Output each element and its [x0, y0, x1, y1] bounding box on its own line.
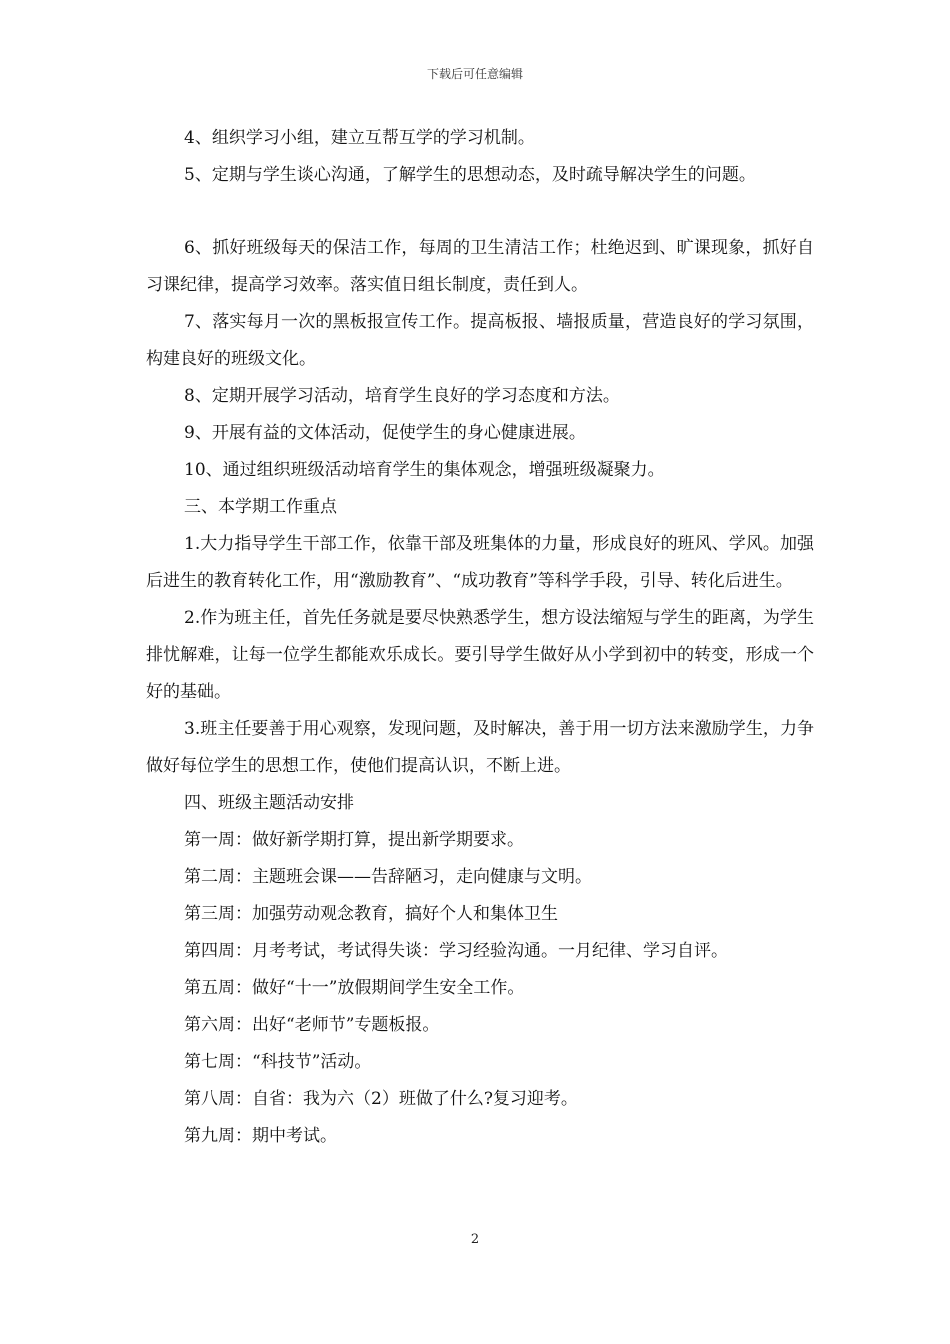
schedule-item: 第九周：期中考试。: [184, 1126, 337, 1146]
paragraph-gap: [146, 194, 814, 230]
list-item: 6、抓好班级每天的保洁工作，每周的卫生清洁工作；杜绝迟到、旷课现象，抓好自习课纪律，提高学习效率。落实值日组长制度，责任到人。: [146, 238, 814, 295]
list-item: 8、定期开展学习活动，培育学生良好的学习态度和方法。: [184, 386, 620, 406]
focus-paragraph: 2.作为班主任，首先任务就是要尽快熟悉学生，想方设法缩短与学生的距离，为学生排忧解难，让每一位学生都能欢乐成长。要引导学生做好从小学到初中的转变，形成一个好的基础。: [146, 608, 814, 702]
schedule-item: 第七周：“科技节”活动。: [184, 1052, 372, 1072]
list-item: 4、组织学习小组，建立互帮互学的学习机制。: [184, 128, 535, 148]
schedule-item: 第六周：出好“老师节”专题板报。: [184, 1015, 440, 1035]
list-item: 10、通过组织班级活动培育学生的集体观念，增强班级凝聚力。: [184, 460, 665, 480]
schedule-item: 第八周：自省：我为六（2）班做了什么?复习迎考。: [184, 1089, 578, 1109]
list-item: 5、定期与学生谈心沟通，了解学生的思想动态，及时疏导解决学生的问题。: [184, 165, 756, 185]
focus-paragraph: 1.大力指导学生干部工作，依靠干部及班集体的力量，形成良好的班风、学风。加强后进生的教育转化工作，用“激励教育”、“成功教育”等科学手段，引导、转化后进生。: [146, 534, 814, 591]
schedule-item: 第二周：主题班会课——告辞陋习，走向健康与文明。: [184, 867, 592, 887]
section-heading: 四、班级主题活动安排: [184, 793, 354, 813]
focus-paragraph: 3.班主任要善于用心观察，发现问题，及时解决，善于用一切方法来激励学生，力争做好每位学生的思想工作，使他们提高认识，不断上进。: [146, 719, 814, 776]
document-body: [146, 120, 814, 1155]
list-item: 9、开展有益的文体活动，促使学生的身心健康进展。: [184, 423, 586, 443]
schedule-item: 第五周：做好“十一”放假期间学生安全工作。: [184, 978, 525, 998]
schedule-item: 第三周：加强劳动观念教育，搞好个人和集体卫生: [184, 904, 558, 924]
page-header: 下载后可任意编辑: [426, 67, 523, 81]
section-heading: 三、本学期工作重点: [184, 497, 337, 517]
schedule-item: 第四周：月考考试，考试得失谈：学习经验沟通。一月纪律、学习自评。: [184, 941, 728, 961]
list-item: 7、落实每月一次的黑板报宣传工作。提高板报、墙报质量，营造良好的学习氛围，构建良好的班级文化。: [146, 312, 814, 369]
schedule-item: 第一周：做好新学期打算，提出新学期要求。: [184, 830, 524, 850]
page-number: 2: [470, 1232, 480, 1247]
